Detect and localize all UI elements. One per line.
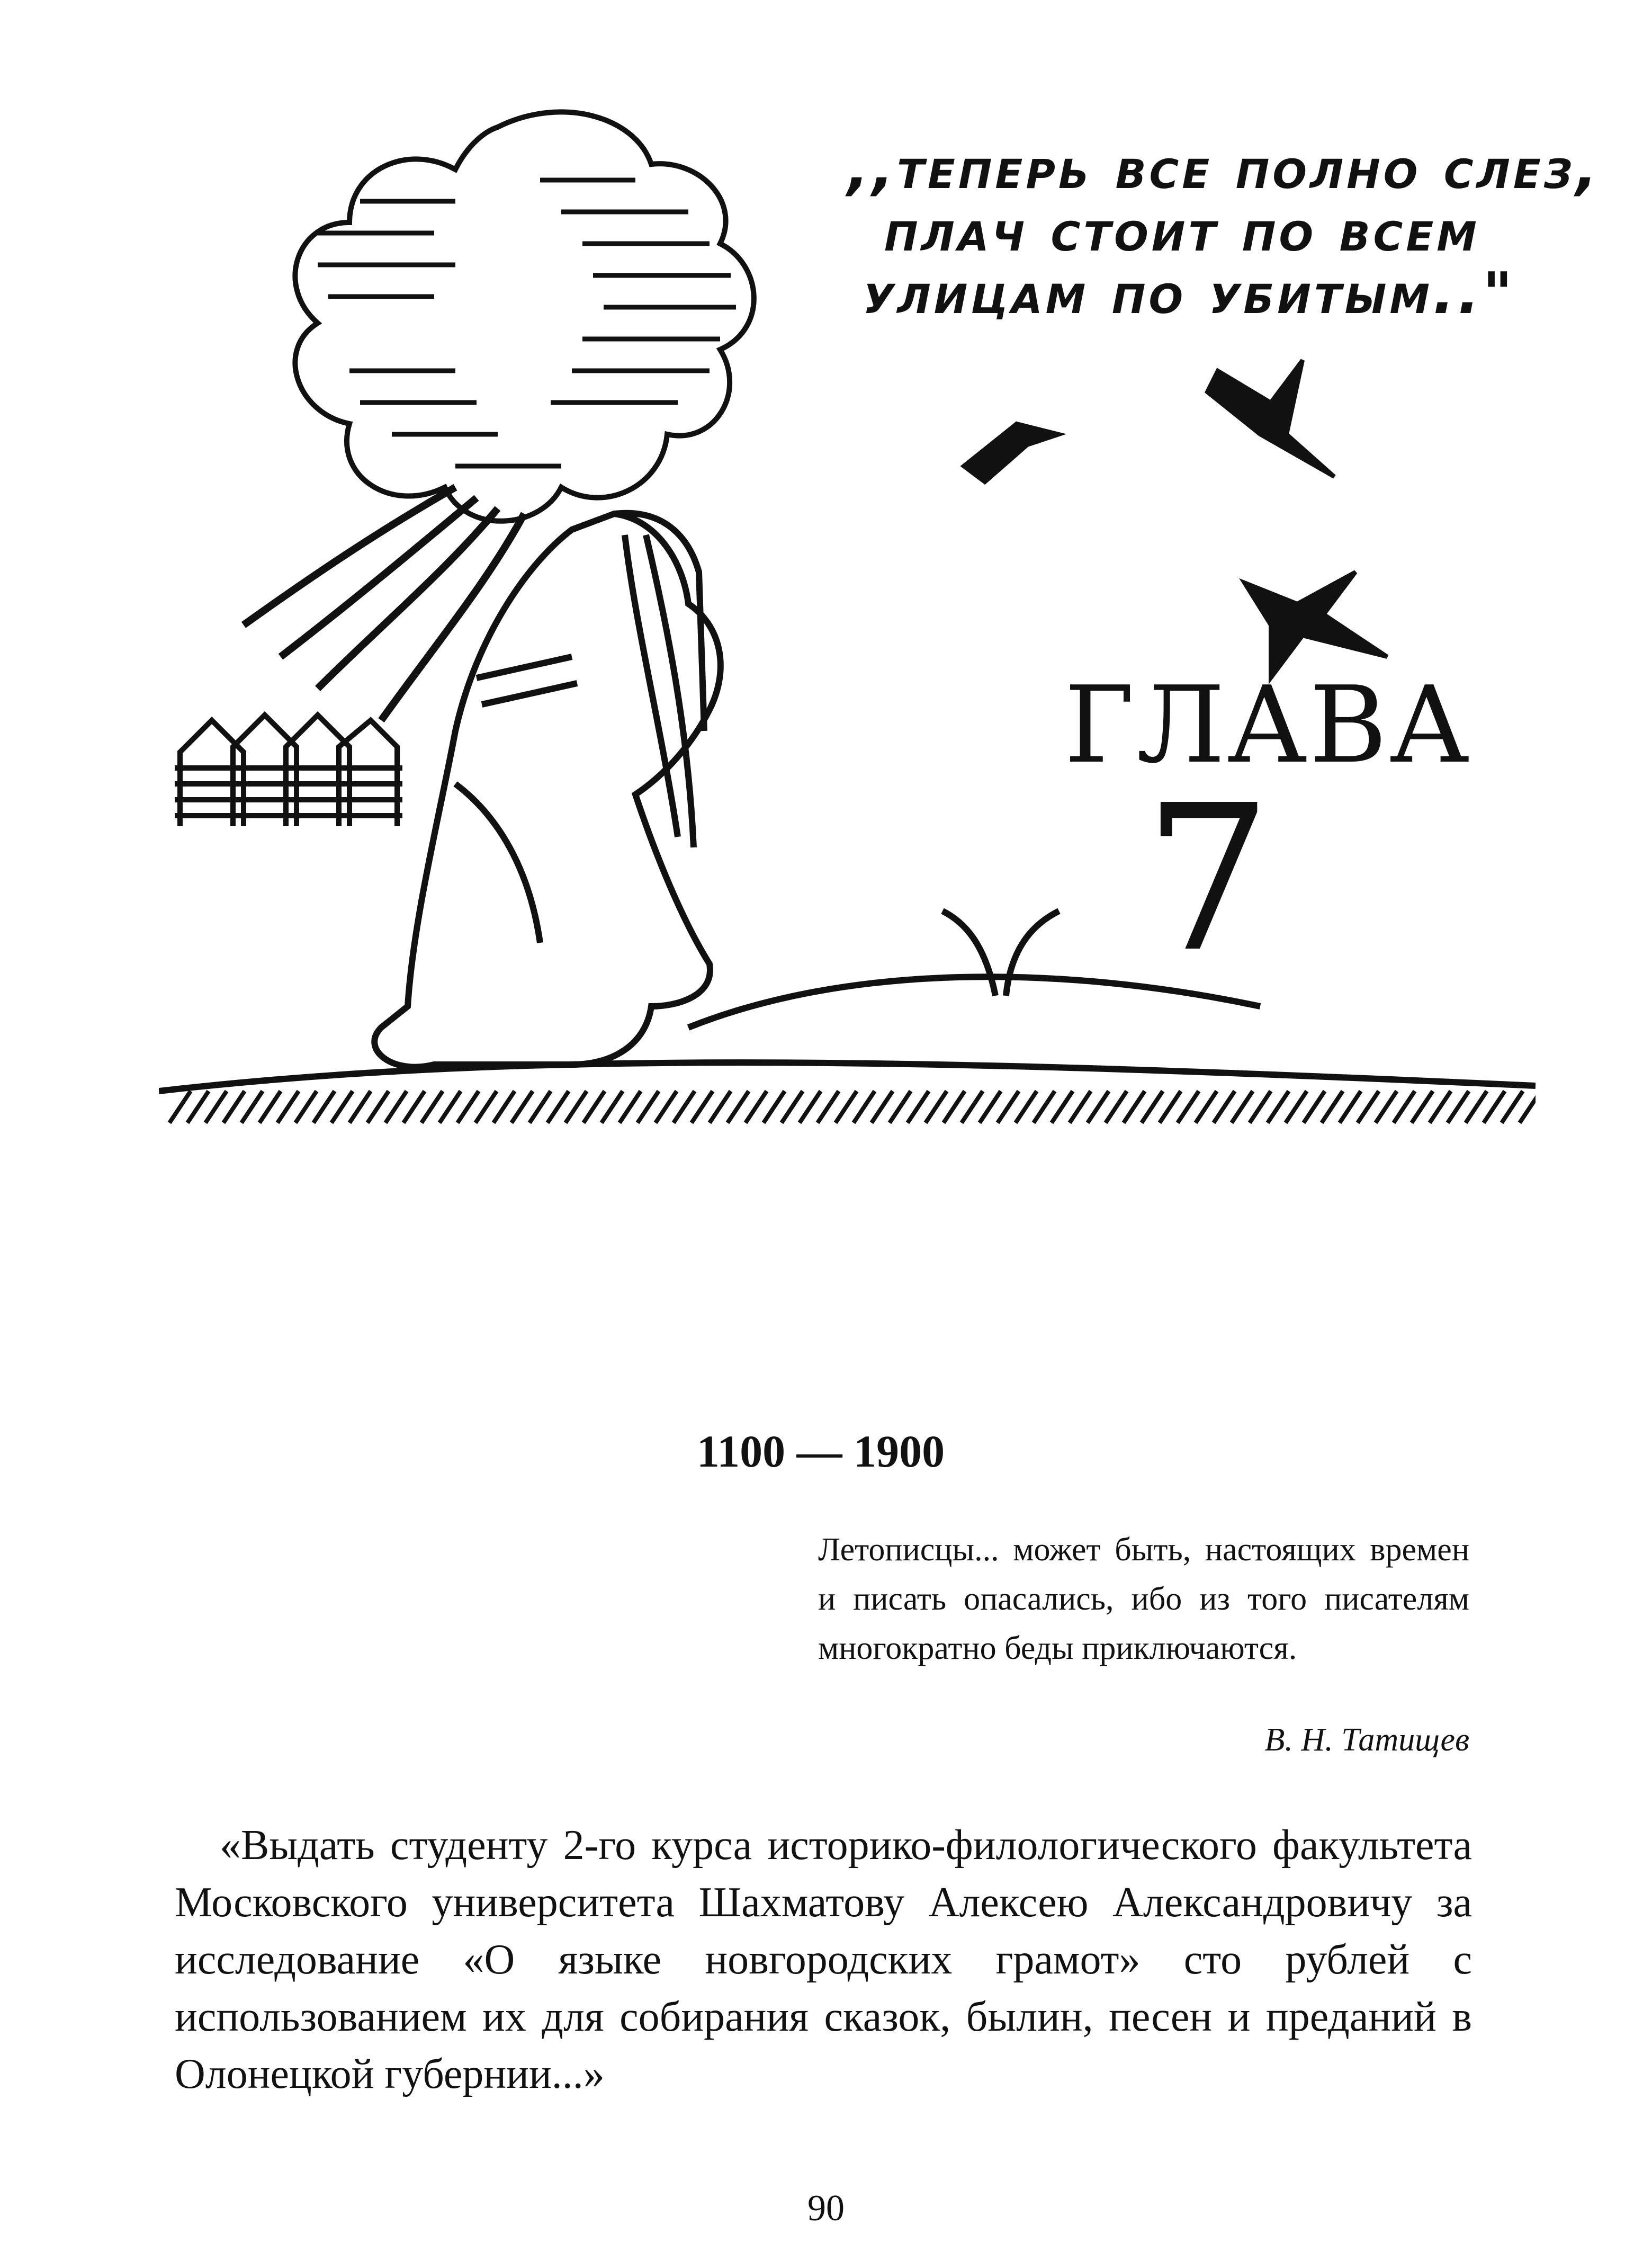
chronicle-quote-line-1: ,,теперь все полно слез, — [847, 136, 1601, 202]
smoke-trails — [244, 487, 524, 720]
hill — [159, 911, 1536, 1091]
crows — [964, 360, 1387, 678]
chronicle-quote — [847, 136, 1601, 327]
houses — [175, 715, 402, 826]
smoke-hatching — [318, 180, 736, 466]
chapter-number: 7 — [1144, 762, 1272, 996]
kneeling-woman — [374, 513, 721, 1067]
body-paragraph: «Выдать студенту 2-го курса историко-филологического факультета Московского университета Шахматову Алексею Александровичу за исследование «О языке новгородских грамот» сто рублей с использованием их для собирания сказок, былин, песен и преданий в Олонецкой губернии...» — [175, 1822, 1472, 2097]
smoke-cloud — [295, 112, 753, 521]
page-number: 90 — [807, 2188, 845, 2229]
epigraph-author: В. Н. Татищев — [1264, 1722, 1469, 1758]
chronicle-quote-line-2: плач стоит по всем — [884, 198, 1480, 264]
chapter-heading: ГЛАВА — [1064, 664, 1472, 787]
chronicle-quote-line-3: улицам по убитым.." — [863, 261, 1516, 327]
ground-hatching — [169, 1091, 1536, 1123]
epigraph-text: Летописцы... может быть, настоящих времен и писать опасались, ибо из того писателям многократно беды приключаются. — [818, 1532, 1469, 1666]
chapter-years: 1100 — 1900 — [696, 1426, 945, 1477]
